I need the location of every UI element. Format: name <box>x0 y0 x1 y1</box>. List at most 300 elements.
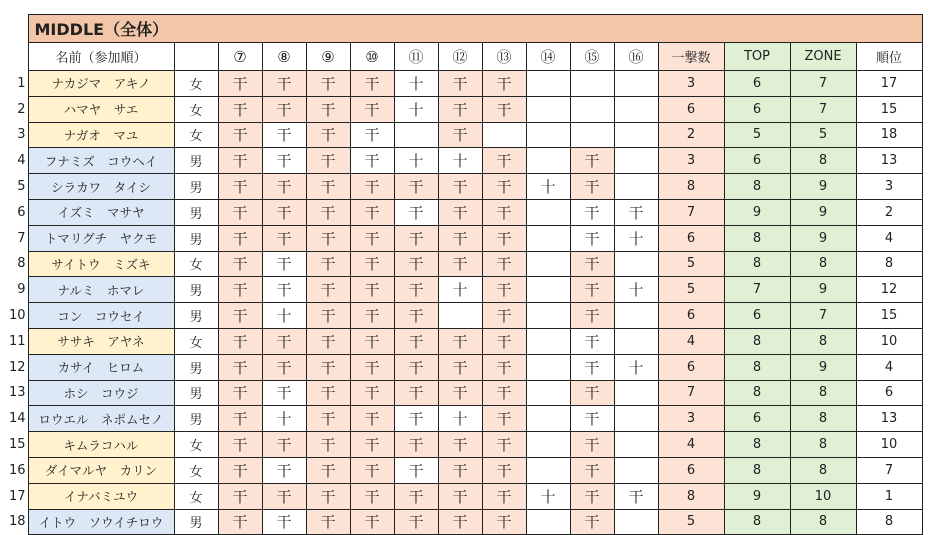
problem-result-15 <box>570 71 614 97</box>
problem-result-15: 干 <box>570 457 614 483</box>
problem-result-7: 干 <box>218 225 262 251</box>
top-count: 8 <box>724 457 790 483</box>
table-row <box>0 148 922 174</box>
problem-result-9: 干 <box>306 174 350 200</box>
problem-result-14 <box>526 328 570 354</box>
rank-value: 3 <box>856 174 922 200</box>
participant-sex: 男 <box>174 277 218 303</box>
problem-result-16 <box>614 432 658 458</box>
problem-result-8: 干 <box>262 225 306 251</box>
participant-name: サイトウ ミズキ <box>28 251 174 277</box>
problem-result-9: 干 <box>306 122 350 148</box>
problem-result-14 <box>526 251 570 277</box>
participant-name: ロウエル ネポムセノ <box>28 406 174 432</box>
participant-name: キムラコハル <box>28 432 174 458</box>
problem-result-14 <box>526 380 570 406</box>
rank-value: 15 <box>856 96 922 122</box>
problem-result-15: 干 <box>570 277 614 303</box>
ichigeki-count: 3 <box>658 148 724 174</box>
participant-sex: 男 <box>174 354 218 380</box>
rank-value: 8 <box>856 251 922 277</box>
problem-result-12: 干 <box>438 328 482 354</box>
problem-result-11: 干 <box>394 277 438 303</box>
problem-result-8: 干 <box>262 71 306 97</box>
problem-result-11: 十 <box>394 71 438 97</box>
participant-sex: 男 <box>174 406 218 432</box>
problem-result-16: 干 <box>614 199 658 225</box>
problem-result-10: 干 <box>350 122 394 148</box>
ichigeki-count: 8 <box>658 174 724 200</box>
row-number: 9 <box>17 282 26 298</box>
problem-result-7: 干 <box>218 354 262 380</box>
header-sex <box>174 43 218 71</box>
top-count: 9 <box>724 483 790 509</box>
participant-sex: 男 <box>174 174 218 200</box>
problem-result-9: 干 <box>306 328 350 354</box>
problem-result-12: 干 <box>438 199 482 225</box>
problem-result-7: 干 <box>218 71 262 97</box>
row-number: 15 <box>8 437 26 453</box>
participant-name: ナルミ ホマレ <box>28 277 174 303</box>
table-row <box>0 432 922 458</box>
problem-result-13: 干 <box>482 174 526 200</box>
participant-sex: 女 <box>174 432 218 458</box>
problem-result-15: 干 <box>570 406 614 432</box>
participant-name: ナガオ マユ <box>28 122 174 148</box>
problem-result-16: 十 <box>614 277 658 303</box>
participant-name: トマリグチ ヤクモ <box>28 225 174 251</box>
problem-result-14 <box>526 354 570 380</box>
problem-result-11: 干 <box>394 225 438 251</box>
ichigeki-count: 5 <box>658 509 724 535</box>
problem-result-15: 干 <box>570 354 614 380</box>
participant-name: ササキ アヤネ <box>28 328 174 354</box>
problem-result-14 <box>526 303 570 329</box>
zone-count: 9 <box>790 277 856 303</box>
top-count: 6 <box>724 303 790 329</box>
ichigeki-count: 7 <box>658 199 724 225</box>
top-count: 7 <box>724 277 790 303</box>
table-row <box>0 71 922 97</box>
problem-result-7: 干 <box>218 122 262 148</box>
problem-result-12: 干 <box>438 122 482 148</box>
problem-result-7: 干 <box>218 148 262 174</box>
header-corner <box>0 43 28 71</box>
problem-result-16 <box>614 328 658 354</box>
ichigeki-count: 8 <box>658 483 724 509</box>
participant-name: イズミ マサヤ <box>28 199 174 225</box>
problem-result-13: 干 <box>482 457 526 483</box>
problem-result-15: 干 <box>570 148 614 174</box>
problem-result-9: 干 <box>306 406 350 432</box>
row-number: 7 <box>17 230 26 246</box>
participant-sex: 男 <box>174 509 218 535</box>
table-row <box>0 328 922 354</box>
row-number: 12 <box>8 359 26 375</box>
rank-value: 6 <box>856 380 922 406</box>
participant-sex: 女 <box>174 251 218 277</box>
zone-count: 7 <box>790 96 856 122</box>
problem-result-11: 十 <box>394 96 438 122</box>
problem-result-11: 干 <box>394 509 438 535</box>
row-number: 18 <box>8 514 26 530</box>
ichigeki-count: 6 <box>658 354 724 380</box>
row-number: 11 <box>8 333 26 349</box>
ichigeki-count: 4 <box>658 328 724 354</box>
problem-result-8: 干 <box>262 509 306 535</box>
problem-result-10: 干 <box>350 199 394 225</box>
zone-count: 9 <box>790 225 856 251</box>
problem-result-16 <box>614 406 658 432</box>
problem-result-8: 干 <box>262 380 306 406</box>
problem-result-15 <box>570 96 614 122</box>
problem-result-12: 干 <box>438 457 482 483</box>
top-count: 6 <box>724 406 790 432</box>
table-row <box>0 251 922 277</box>
problem-result-13: 干 <box>482 328 526 354</box>
problem-result-9: 干 <box>306 148 350 174</box>
zone-count: 8 <box>790 380 856 406</box>
problem-result-14 <box>526 432 570 458</box>
table-row <box>0 122 922 148</box>
participant-sex: 男 <box>174 148 218 174</box>
problem-result-12: 干 <box>438 432 482 458</box>
participant-sex: 女 <box>174 483 218 509</box>
problem-result-8: 干 <box>262 432 306 458</box>
zone-count: 8 <box>790 251 856 277</box>
ichigeki-count: 3 <box>658 406 724 432</box>
problem-result-8: 干 <box>262 328 306 354</box>
problem-result-9: 干 <box>306 251 350 277</box>
top-count: 8 <box>724 225 790 251</box>
participant-name: ホシ コウジ <box>28 380 174 406</box>
header-problem-12: ⑫ <box>438 43 482 71</box>
problem-result-13 <box>482 122 526 148</box>
problem-result-7: 干 <box>218 406 262 432</box>
row-number: 6 <box>17 204 26 220</box>
problem-result-14 <box>526 199 570 225</box>
problem-result-7: 干 <box>218 328 262 354</box>
problem-result-16 <box>614 122 658 148</box>
zone-count: 8 <box>790 148 856 174</box>
zone-count: 9 <box>790 354 856 380</box>
problem-result-13: 干 <box>482 380 526 406</box>
problem-result-9: 干 <box>306 303 350 329</box>
problem-result-11: 干 <box>394 354 438 380</box>
problem-result-16 <box>614 303 658 329</box>
top-count: 5 <box>724 122 790 148</box>
table-row <box>0 509 922 535</box>
problem-result-10: 干 <box>350 354 394 380</box>
problem-result-8: 干 <box>262 457 306 483</box>
table-row <box>0 277 922 303</box>
problem-result-11: 十 <box>394 148 438 174</box>
problem-result-13: 干 <box>482 96 526 122</box>
problem-result-10: 干 <box>350 328 394 354</box>
problem-result-7: 干 <box>218 432 262 458</box>
rank-value: 13 <box>856 148 922 174</box>
rank-value: 2 <box>856 199 922 225</box>
row-number: 13 <box>8 385 26 401</box>
top-count: 8 <box>724 328 790 354</box>
problem-result-14 <box>526 406 570 432</box>
problem-result-15: 干 <box>570 328 614 354</box>
problem-result-10: 干 <box>350 225 394 251</box>
problem-result-13: 干 <box>482 509 526 535</box>
top-count: 6 <box>724 96 790 122</box>
problem-result-9: 干 <box>306 225 350 251</box>
zone-count: 9 <box>790 174 856 200</box>
problem-result-9: 干 <box>306 199 350 225</box>
problem-result-14 <box>526 457 570 483</box>
row-number: 16 <box>8 462 26 478</box>
zone-count: 8 <box>790 432 856 458</box>
header-problem-9: ⑨ <box>306 43 350 71</box>
problem-result-16 <box>614 71 658 97</box>
problem-result-12: 干 <box>438 96 482 122</box>
top-count: 8 <box>724 432 790 458</box>
problem-result-9: 干 <box>306 432 350 458</box>
problem-result-14 <box>526 225 570 251</box>
participant-name: イナバミユウ <box>28 483 174 509</box>
header-problem-15: ⑮ <box>570 43 614 71</box>
header-row <box>0 43 922 71</box>
problem-result-16 <box>614 457 658 483</box>
problem-result-7: 干 <box>218 483 262 509</box>
problem-result-9: 干 <box>306 483 350 509</box>
problem-result-12: 十 <box>438 277 482 303</box>
problem-result-11: 干 <box>394 303 438 329</box>
table-row <box>0 174 922 200</box>
problem-result-9: 干 <box>306 457 350 483</box>
problem-result-15: 干 <box>570 483 614 509</box>
top-count: 8 <box>724 251 790 277</box>
participant-sex: 女 <box>174 457 218 483</box>
problem-result-8: 十 <box>262 303 306 329</box>
problem-result-8: 干 <box>262 122 306 148</box>
header-problem-14: ⑭ <box>526 43 570 71</box>
zone-count: 8 <box>790 328 856 354</box>
table-row <box>0 96 922 122</box>
rank-value: 4 <box>856 225 922 251</box>
table-row <box>0 406 922 432</box>
problem-result-14 <box>526 96 570 122</box>
problem-result-13: 干 <box>482 303 526 329</box>
problem-result-12: 干 <box>438 71 482 97</box>
participant-sex: 男 <box>174 380 218 406</box>
problem-result-10: 干 <box>350 509 394 535</box>
problem-result-11 <box>394 122 438 148</box>
ichigeki-count: 6 <box>658 457 724 483</box>
rank-value: 7 <box>856 457 922 483</box>
problem-result-16 <box>614 251 658 277</box>
problem-result-10: 干 <box>350 406 394 432</box>
problem-result-10: 干 <box>350 277 394 303</box>
row-number: 3 <box>17 127 26 143</box>
participant-sex: 男 <box>174 225 218 251</box>
problem-result-14 <box>526 277 570 303</box>
rank-value: 13 <box>856 406 922 432</box>
problem-result-8: 干 <box>262 174 306 200</box>
problem-result-10: 干 <box>350 483 394 509</box>
ichigeki-count: 6 <box>658 303 724 329</box>
problem-result-12: 干 <box>438 380 482 406</box>
row-number: 8 <box>17 256 26 272</box>
problem-result-11: 干 <box>394 457 438 483</box>
zone-count: 8 <box>790 509 856 535</box>
problem-result-12: 干 <box>438 509 482 535</box>
problem-result-9: 干 <box>306 354 350 380</box>
problem-result-7: 干 <box>218 457 262 483</box>
problem-result-16 <box>614 509 658 535</box>
table-row <box>0 457 922 483</box>
problem-result-12: 干 <box>438 251 482 277</box>
header-ichigeki: 一撃数 <box>658 43 724 71</box>
problem-result-8: 干 <box>262 354 306 380</box>
ichigeki-count: 5 <box>658 277 724 303</box>
rank-value: 12 <box>856 277 922 303</box>
participant-name: ナカジマ アキノ <box>28 71 174 97</box>
zone-count: 9 <box>790 199 856 225</box>
problem-result-10: 干 <box>350 96 394 122</box>
problem-result-13: 干 <box>482 277 526 303</box>
problem-result-15: 干 <box>570 432 614 458</box>
participant-sex: 女 <box>174 328 218 354</box>
problem-result-14 <box>526 148 570 174</box>
problem-result-9: 干 <box>306 277 350 303</box>
header-name: 名前（参加順） <box>28 43 174 71</box>
problem-result-8: 十 <box>262 406 306 432</box>
problem-result-14 <box>526 71 570 97</box>
problem-result-16: 干 <box>614 483 658 509</box>
header-problem-16: ⑯ <box>614 43 658 71</box>
zone-count: 8 <box>790 406 856 432</box>
problem-result-10: 干 <box>350 174 394 200</box>
participant-name: コン コウセイ <box>28 303 174 329</box>
participant-sex: 男 <box>174 199 218 225</box>
ichigeki-count: 5 <box>658 251 724 277</box>
participant-name: ハマヤ サエ <box>28 96 174 122</box>
problem-result-7: 干 <box>218 199 262 225</box>
rank-value: 4 <box>856 354 922 380</box>
problem-result-11: 干 <box>394 174 438 200</box>
participant-name: フナミズ コウヘイ <box>28 148 174 174</box>
header-problem-13: ⑬ <box>482 43 526 71</box>
problem-result-10: 干 <box>350 251 394 277</box>
problem-result-9: 干 <box>306 96 350 122</box>
problem-result-10: 干 <box>350 457 394 483</box>
row-number: 1 <box>17 75 26 91</box>
problem-result-7: 干 <box>218 380 262 406</box>
problem-result-13: 干 <box>482 483 526 509</box>
problem-result-12 <box>438 303 482 329</box>
problem-result-13: 干 <box>482 71 526 97</box>
problem-result-14 <box>526 122 570 148</box>
problem-result-16: 十 <box>614 354 658 380</box>
problem-result-10: 干 <box>350 148 394 174</box>
problem-result-13: 干 <box>482 354 526 380</box>
problem-result-7: 干 <box>218 174 262 200</box>
table-row <box>0 303 922 329</box>
problem-result-12: 干 <box>438 483 482 509</box>
ichigeki-count: 3 <box>658 71 724 97</box>
problem-result-7: 干 <box>218 509 262 535</box>
top-count: 8 <box>724 354 790 380</box>
problem-result-15: 干 <box>570 303 614 329</box>
problem-result-13: 干 <box>482 225 526 251</box>
row-number: 14 <box>8 411 26 427</box>
participant-name: イトウ ソウイチロウ <box>28 509 174 535</box>
problem-result-11: 干 <box>394 380 438 406</box>
header-problem-11: ⑪ <box>394 43 438 71</box>
table-row <box>0 380 922 406</box>
problem-result-15: 干 <box>570 380 614 406</box>
table-row <box>0 199 922 225</box>
problem-result-13: 干 <box>482 199 526 225</box>
problem-result-7: 干 <box>218 303 262 329</box>
header-top: TOP <box>724 43 790 71</box>
participant-name: ダイマルヤ カリン <box>28 457 174 483</box>
participant-sex: 女 <box>174 122 218 148</box>
problem-result-13: 干 <box>482 148 526 174</box>
problem-result-7: 干 <box>218 277 262 303</box>
problem-result-12: 干 <box>438 354 482 380</box>
header-problem-10: ⑩ <box>350 43 394 71</box>
problem-result-15: 干 <box>570 174 614 200</box>
top-count: 6 <box>724 71 790 97</box>
problem-result-11: 干 <box>394 251 438 277</box>
problem-result-11: 干 <box>394 199 438 225</box>
problem-result-16 <box>614 148 658 174</box>
problem-result-12: 干 <box>438 174 482 200</box>
row-number: 4 <box>17 153 26 169</box>
row-number: 5 <box>17 179 26 195</box>
problem-result-12: 十 <box>438 406 482 432</box>
title-row <box>0 15 922 43</box>
problem-result-10: 干 <box>350 432 394 458</box>
top-count: 6 <box>724 148 790 174</box>
problem-result-15: 干 <box>570 199 614 225</box>
problem-result-11: 干 <box>394 483 438 509</box>
sheet-title: MIDDLE（全体） <box>28 15 922 43</box>
zone-count: 7 <box>790 71 856 97</box>
top-count: 8 <box>724 509 790 535</box>
problem-result-8: 干 <box>262 96 306 122</box>
problem-result-15 <box>570 122 614 148</box>
rank-value: 17 <box>856 71 922 97</box>
problem-result-7: 干 <box>218 251 262 277</box>
zone-count: 8 <box>790 457 856 483</box>
problem-result-13: 干 <box>482 251 526 277</box>
header-problem-7: ⑦ <box>218 43 262 71</box>
ichigeki-count: 2 <box>658 122 724 148</box>
problem-result-14: 十 <box>526 174 570 200</box>
ichigeki-count: 4 <box>658 432 724 458</box>
problem-result-9: 干 <box>306 509 350 535</box>
header-rank: 順位 <box>856 43 922 71</box>
top-count: 8 <box>724 174 790 200</box>
problem-result-11: 干 <box>394 432 438 458</box>
problem-result-9: 干 <box>306 71 350 97</box>
rank-value: 1 <box>856 483 922 509</box>
problem-result-16 <box>614 380 658 406</box>
problem-result-8: 干 <box>262 251 306 277</box>
top-count: 8 <box>724 380 790 406</box>
top-count: 9 <box>724 199 790 225</box>
problem-result-15: 干 <box>570 225 614 251</box>
problem-result-7: 干 <box>218 96 262 122</box>
problem-result-11: 干 <box>394 406 438 432</box>
